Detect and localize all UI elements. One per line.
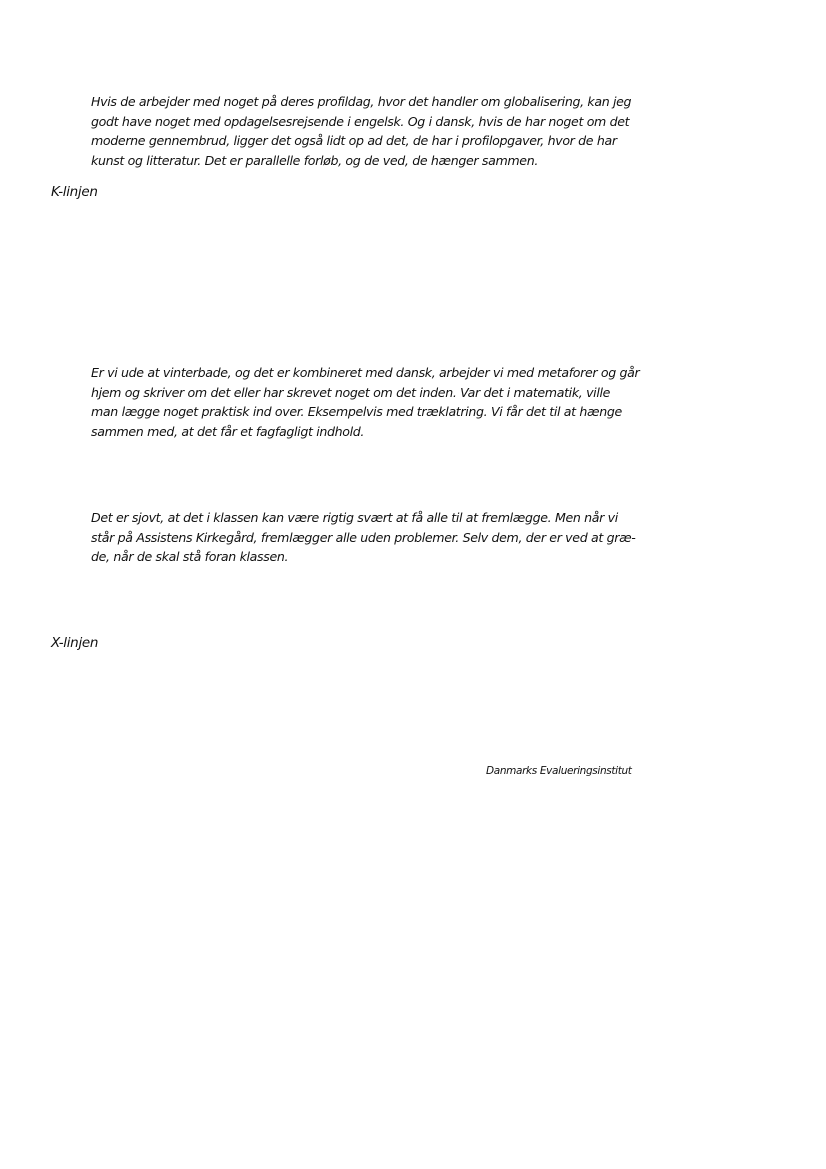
quote-assistens-kirkegaard	[91, 508, 639, 567]
quote-line: Det er sjovt, at det i klassen kan være rigtig svært at få alle til at fremlægge. Men når vi	[91, 510, 618, 525]
quote-line: moderne gennembrud, ligger det også lidt op ad det, de har i profilopgaver, hvor de har	[91, 133, 617, 148]
quote-line: Er vi ude at vinterbade, og det er kombineret med dansk, arbejder vi med metaforer og går	[91, 365, 640, 380]
quote-globalisering	[91, 92, 639, 170]
quote-line: hjem og skriver om det eller har skrevet noget om det inden. Var det i matematik, ville	[91, 384, 611, 400]
quote-line: står på Assistens Kirkegård, fremlægger alle uden problemer. Selv dem, der er ved at græ-	[91, 529, 636, 545]
quote-line: kunst og litteratur. Det er parallelle forløb, og de ved, de hænger sammen.	[91, 152, 538, 168]
quote-line: de, når de skal stå foran klassen.	[91, 549, 289, 564]
quote-line: man lægge noget praktisk ind over. Eksempelvis med træklatring. Vi får det til at hænge	[91, 404, 622, 419]
quote-line: godt have noget med opdagelsesrejsende i engelsk. Og i dansk, hvis de har noget om det	[91, 113, 630, 129]
quote-line: sammen med, at det får et fagfagligt indhold.	[91, 423, 365, 439]
quote-vinterbade	[91, 363, 639, 441]
quote-line: Hvis de arbejder med noget på deres profildag, hvor det handler om globalisering, kan jeg	[91, 94, 632, 109]
footer-publisher: Danmarks Evalueringsinstitut	[486, 765, 632, 777]
section-heading-x-linjen: X-linjen	[51, 635, 99, 651]
section-heading-k-linjen: K-linjen	[51, 184, 98, 200]
